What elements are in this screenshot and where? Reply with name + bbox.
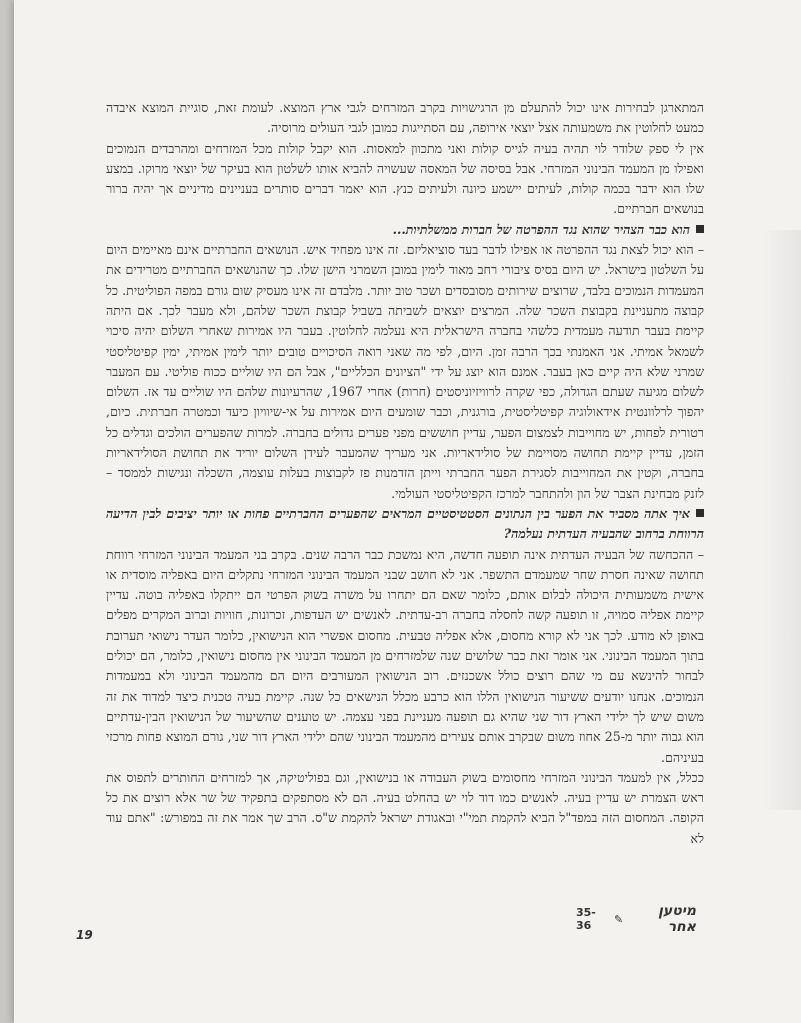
paragraph-3: – הוא יכול לצאת נגד ההפרטה או אפילו לדבר בעד סוציאליזם. זה אינו מפחיד איש. הנושאים החברתיים אינם מאיימים היום על השלטון בישראל. יש היום בסיס ציבורי רחב מאוד לימין במובן השמרני הישן שלו. כך שהנושאים החברתיים מטרידים את המעמדות הנמוכים בלבד, שרוצים שירותים מסובסדים ושכר טוב יותר. מלבדם זה אינו מעסיק שום גורם במפה הפוליטית. כל קבוצה מתעניינת בקבוצת השכר שלה. המרצים יוצאים לשביתה בשביל קבוצת השכר שלהם, ולא מעבר לכך. אם היתה קיימת בעבר תודעה מעמדית כלשהי בחברה הישראלית היא נעלמה לחלוטין. בעבר היו אמירות שאחרי השלום יהיה סיכוי לשמאל אמיתי. אני האמנתי בכך הרבה זמן. היום, לפי מה שאני רואה הסיכויים טובים יותר לימין אמיתי, ימין קפיטליסטי שמרני שלא היה קיים כאן בעבר. אמנם הוא יוצג על ידי "הציונים הכלליים", אבל הם היו שוליים ככוח פוליטי. עם המעבר לשלום מגיעה שעתם הגדולה, כפי שקרה לרוויזיוניסטים (חרות) אחרי 1967, שהרעיונות שלהם היו שוליים עד אז. השלום יהפוך לרלוונטית אידאולוגיה קפיטליסטית, בורגנית, וכבר שומעים היום אמירות על אי-שיוויון כיעד וכמטרה חברתית. כיום, רטורית לפחות, יש מחוייבות לצמצום הפער, עדיין חוששים מפני פערים גדולים בחברה. למרות שהפערים הולכים וגדלים כל הזמן, עדיין קיימת תחושה מסויימת של סולידאריות. אני מעריך שהמעבר לעידן השלום יוריד את תחושת הסולידאריות בחברה, וקטין את המחוייבות לסגירת הפער החברתי וייתן הזדמנות פז לקבוצות בעלות עוצמה, השכלה ונגישות לממסד – לזנק מבחינת הצבר של הון ולהתחבר למרכז הקפיטליסטי העולמי. (106, 242, 704, 501)
document-page (14, 0, 801, 1023)
running-footer (576, 903, 696, 935)
bleed-through-shadow (761, 230, 801, 810)
paragraph-4: – ההכחשה של הבעיה העדתית אינה תופעה חדשה, היא נמשכת כבר הרבה שנים. בקרב בני המעמד הבינוני המזרחי רווחת תחושה שאינה חסרת שחר שמעמדם התשפר. אני לא חושב שבני המעמד הבינוני המזרחי נתקלים היום באפליה מוסדית או אישית משמעותית היכולה לבלום אותם, כלומר שאם הם יתחרו על משרה בשוק הפרטי הם ייתקלו באפליה בוטה. עדיין קיימת אפליה סמויה, זו תופעה קשה לחסלה בחברה רב-עדתית. לאנשים יש העדפות, זכרונות, חוויות וברוב המקרים מפלים באופן לא מודע. לכך אני לא קורא מחסום, אלא אפליה טבעית. מחסום אפשרי הוא הנישואין, כלומר העדר נישואי תערובת בתוך המעמד הבינוני. אני אומר זאת כבר שלושים שנה שלמזרחים מן המעמד הבינוני אין מחסום נישואין, כלומר, הם יכולים לבחור להינשא עם מי שהם רוצים כולל אשכנזים. רוב הנישואין המעורבים היום הם מהמעמד הבינוני ולא במעמדות הנמוכים. אנחנו יודעים ששיעור הנישואין הללו הוא כרבע מכלל הנישאים כל שנה. קיימת בעיה טכנית כיצד למדוד את זה משום שיש לך ילידי הארץ דור שני שהיא גם תופעה מעניינת בפני עצמה. יש טוענים שהשיעור של הנישואין הבין-עדתיים הוא גבוה יותר מ-25 אחוז משום שבקרב אותם צעירים מהמעמד הבינוני שהם ילידי הארץ דור שני, גורם המוצא פחות מרכזי בעיניהם. (106, 546, 704, 765)
square-bullet-icon (696, 225, 704, 233)
question-2-text: איך אתה מסביר את הפער בין הנתונים הסטטיסטיים המראים שהפערים החברתיים פחות או יותר יציבים לבין הדיעה הרווחת ברחוב שהבעיה העדתית נעלמה? (106, 505, 704, 542)
interview-question-1 (106, 220, 704, 240)
paragraph-2: אין לי ספק שלודר לוי תהיה בעיה לגייס קולות ואני מתכוון למאסות. הוא יקבל קולות מכל המזרחים ומהרבדים הנמוכים ואפילו מן המעמד הבינוני המזרחי. אבל בסיסה של המאסה שעשויה להביא אותו לשלטון הוא בעיקר של יוצאי מרוקו. במצע שלו הוא ידבר בכמה קולות, לעיתים יישמע כיונה ולעיתים כנץ. הוא יאמר דברים סותרים בעניינים מדיניים אך יהיה ברור בנושאים חברתיים. (106, 140, 704, 217)
interview-question-2 (106, 504, 704, 545)
magazine-name: מיטען אחר (658, 903, 696, 935)
page-number: 19 (76, 928, 93, 942)
issue-pages: 35-36 (576, 906, 596, 932)
article-column (106, 98, 704, 849)
magazine-logo-icon: ✎ (614, 912, 624, 926)
paragraph-1: המתארגן לבחירות אינו יכול להתעלם מן הרגישויות בקרב המזרחים לגבי ארץ המוצא. לעומת זאת, סוגיית המוצא איבדה כמעט לחלוטין את משמעותה אצל יוצאי אירופה, עם הסתייגות כמובן לגבי העולים מרוסיה. (106, 100, 704, 136)
question-1-text: הוא כבר הצהיר שהוא נגד ההפרטה של חברות ממשלתיות... (392, 221, 690, 237)
paragraph-5: ככלל, אין למעמד הבינוני המזרחי מחסומים בשוק העבודה או בנישואין, וגם בפוליטיקה, אך למזרחים החותרים לתפוס את ראש הצמרת יש עדיין בעיה. לאנשים כמו דוד לוי יש בהחלט בעיה. הם לא מסתפקים בתפקיד של שר אלא רוצים את כל הקופה. המחסום הזה במפד"ל הביא להקמת תמי"י ובאגודת ישראל להקמת ש"ס. הרב שך אמר את זה במפורש: "אתם עוד לא (106, 769, 704, 846)
square-bullet-icon (696, 509, 704, 517)
